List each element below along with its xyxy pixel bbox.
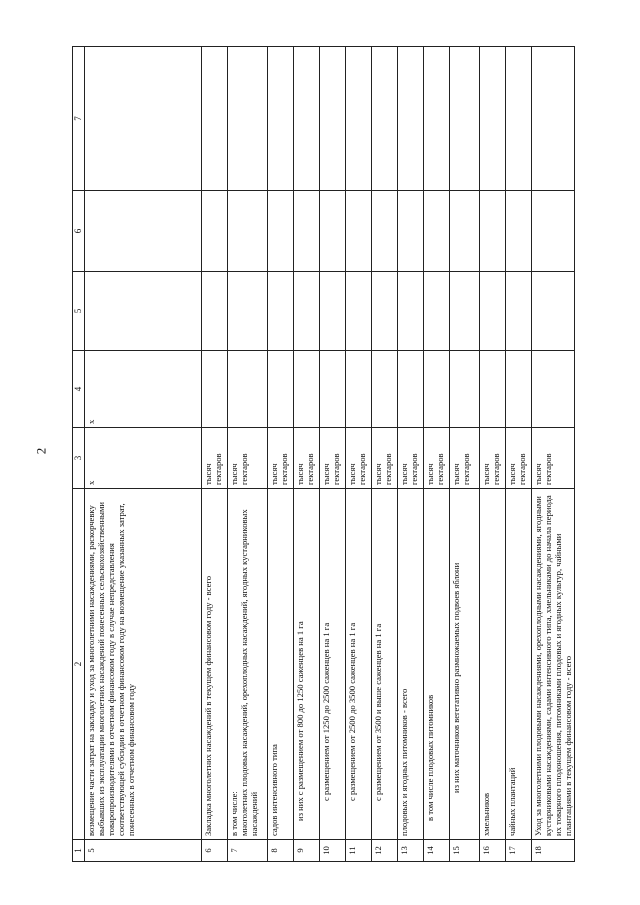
empty-cell — [531, 47, 575, 191]
row-number: 12 — [371, 840, 397, 862]
header-cell: 2 — [73, 489, 85, 840]
row-description: хмельников — [479, 489, 505, 840]
row-unit: тысяч гектаров — [293, 428, 319, 489]
row-unit: тысяч гектаров — [345, 428, 371, 489]
row-description: чайных плантаций — [505, 489, 531, 840]
table-row — [293, 47, 319, 862]
empty-cell — [319, 272, 345, 351]
empty-cell — [505, 191, 531, 272]
row-number: 8 — [267, 840, 293, 862]
empty-cell — [293, 191, 319, 272]
row-col4 — [423, 351, 449, 428]
row-number: 16 — [479, 840, 505, 862]
empty-cell — [227, 47, 267, 191]
empty-cell — [84, 47, 201, 191]
row-unit: тысяч гектаров — [423, 428, 449, 489]
table-row — [201, 47, 227, 862]
empty-cell — [397, 272, 423, 351]
row-col4: х — [84, 351, 201, 428]
header-row — [73, 47, 85, 862]
row-description: возмещение части затрат на закладку и уход за многолетними насаждениями, раскорчевку выбывших из эксплуатации многолетних насаждений понесенных сельскохозяйственными товаропроизводителями в отчетном финансовом году в случае непредставления соответствующей субсидии в отчетном финансовом году на возмещение указанных затрат, понесенных в отчетном финансовом году — [84, 489, 201, 840]
empty-cell — [423, 272, 449, 351]
empty-cell — [371, 191, 397, 272]
row-col4 — [397, 351, 423, 428]
empty-cell — [267, 272, 293, 351]
empty-cell — [449, 47, 479, 191]
row-description: с размещением от 1250 до 2500 саженцев на 1 га — [319, 489, 345, 840]
table-row — [371, 47, 397, 862]
empty-cell — [345, 191, 371, 272]
rotated-table-container — [72, 47, 574, 862]
row-unit: тысяч гектаров — [319, 428, 345, 489]
row-col4 — [371, 351, 397, 428]
row-col4 — [201, 351, 227, 428]
row-col4 — [227, 351, 267, 428]
empty-cell — [531, 191, 575, 272]
empty-cell — [423, 47, 449, 191]
header-cell: 1 — [73, 840, 85, 862]
row-number: 14 — [423, 840, 449, 862]
empty-cell — [397, 47, 423, 191]
table-row — [267, 47, 293, 862]
header-cell: 6 — [73, 191, 85, 272]
empty-cell — [293, 47, 319, 191]
empty-cell — [345, 272, 371, 351]
row-number: 7 — [227, 840, 267, 862]
table-row — [84, 47, 201, 862]
table-row — [531, 47, 575, 862]
empty-cell — [505, 47, 531, 191]
row-number: 10 — [319, 840, 345, 862]
row-col4 — [293, 351, 319, 428]
row-number: 18 — [531, 840, 575, 862]
empty-cell — [84, 272, 201, 351]
empty-cell — [267, 191, 293, 272]
row-description: из них с размещением от 800 до 1250 саженцев на 1 га — [293, 489, 319, 840]
row-description: садов интенсивного типа — [267, 489, 293, 840]
empty-cell — [505, 272, 531, 351]
empty-cell — [201, 47, 227, 191]
row-number: 5 — [84, 840, 201, 862]
row-description: в том числе плодовых питомников — [423, 489, 449, 840]
empty-cell — [531, 272, 575, 351]
empty-cell — [319, 47, 345, 191]
table-row — [505, 47, 531, 862]
row-unit: тысяч гектаров — [371, 428, 397, 489]
row-description: Уход за многолетними плодовыми насаждениями, орехоплодными насаждениями, ягодными кустарниковыми насаждениями, садами интенсивного типа, хмельниками до начала периода их товарного плодоношения, питомниками плодовых и ягодных культур, чайными плантациями в текущем финансовом году - всего — [531, 489, 575, 840]
row-number: 6 — [201, 840, 227, 862]
empty-cell — [449, 272, 479, 351]
empty-cell — [479, 191, 505, 272]
empty-cell — [201, 272, 227, 351]
row-description: с размещением от 3500 и выше саженцев на 1 га — [371, 489, 397, 840]
row-unit: тысяч гектаров — [201, 428, 227, 489]
row-col4 — [345, 351, 371, 428]
table-row — [423, 47, 449, 862]
row-unit: тысяч гектаров — [267, 428, 293, 489]
header-cell: 7 — [73, 47, 85, 191]
empty-cell — [449, 191, 479, 272]
row-col4 — [449, 351, 479, 428]
empty-cell — [479, 272, 505, 351]
empty-cell — [267, 47, 293, 191]
table-row — [449, 47, 479, 862]
empty-cell — [227, 272, 267, 351]
row-unit: тысяч гектаров — [397, 428, 423, 489]
row-col4 — [267, 351, 293, 428]
empty-cell — [397, 191, 423, 272]
page-number: 2 — [33, 447, 49, 455]
empty-cell — [201, 191, 227, 272]
row-number: 15 — [449, 840, 479, 862]
table-row — [227, 47, 267, 862]
empty-cell — [423, 191, 449, 272]
row-unit: тысяч гектаров — [531, 428, 575, 489]
empty-cell — [293, 272, 319, 351]
row-col4 — [319, 351, 345, 428]
row-description: из них маточников вегетативно размножаемых подвоев яблони — [449, 489, 479, 840]
row-description: плодовых и ягодных питомников - всего — [397, 489, 423, 840]
report-table — [72, 46, 575, 862]
row-unit: тысяч гектаров — [227, 428, 267, 489]
row-unit: тысяч гектаров — [505, 428, 531, 489]
table-row — [479, 47, 505, 862]
row-description: с размещением от 2500 до 3500 саженцев на 1 га — [345, 489, 371, 840]
empty-cell — [479, 47, 505, 191]
header-cell: 3 — [73, 428, 85, 489]
row-number: 9 — [293, 840, 319, 862]
row-number: 17 — [505, 840, 531, 862]
table-row — [397, 47, 423, 862]
empty-cell — [345, 47, 371, 191]
empty-cell — [84, 191, 201, 272]
header-cell: 4 — [73, 351, 85, 428]
row-unit: х — [84, 428, 201, 489]
row-col4 — [505, 351, 531, 428]
row-number: 11 — [345, 840, 371, 862]
row-col4 — [479, 351, 505, 428]
empty-cell — [371, 47, 397, 191]
table-row — [345, 47, 371, 862]
row-description: Закладка многолетних насаждений в текущем финансовом году - всего — [201, 489, 227, 840]
row-description: в том числе: многолетних плодовых насаждений, орехоплодных насаждений, ягодных кустарниковых насаждений — [227, 489, 267, 840]
row-unit: тысяч гектаров — [479, 428, 505, 489]
row-col4 — [531, 351, 575, 428]
empty-cell — [371, 272, 397, 351]
empty-cell — [319, 191, 345, 272]
empty-cell — [227, 191, 267, 272]
table-row — [319, 47, 345, 862]
header-cell: 5 — [73, 272, 85, 351]
row-number: 13 — [397, 840, 423, 862]
row-unit: тысяч гектаров — [449, 428, 479, 489]
